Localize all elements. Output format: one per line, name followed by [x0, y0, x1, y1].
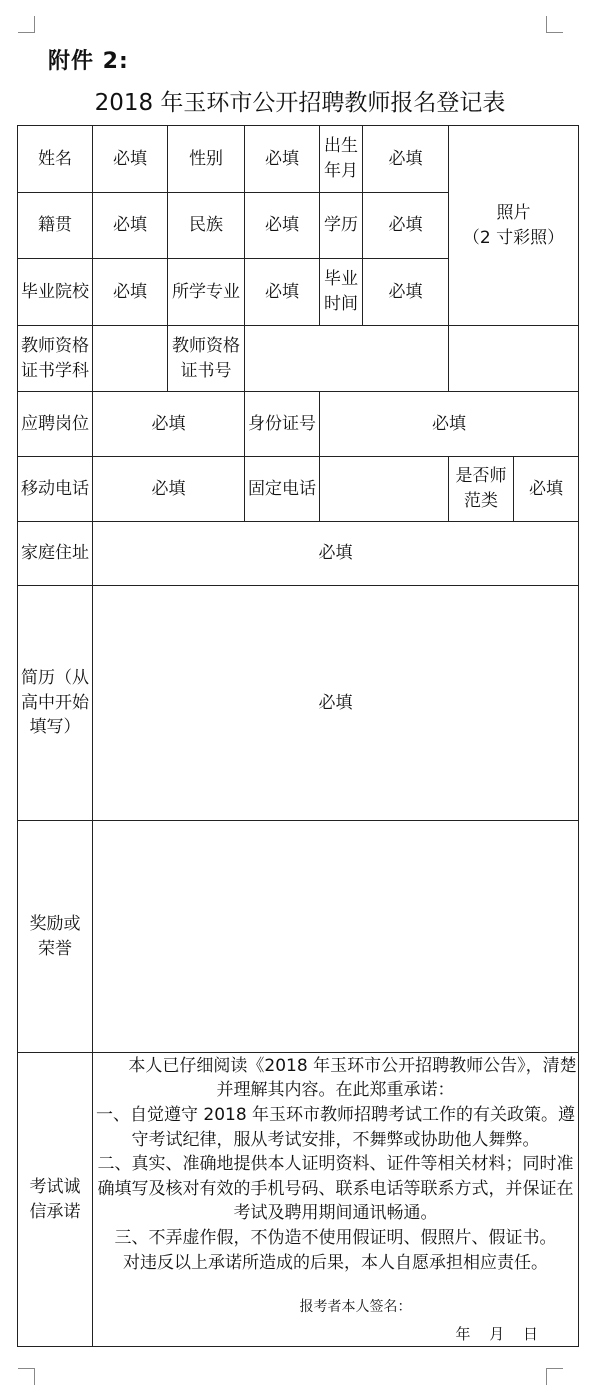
crop-mark-bottom-left [18, 1368, 35, 1385]
birth-label: 出生 年月 [320, 126, 363, 193]
awards-field[interactable] [93, 821, 579, 1053]
date-line[interactable]: 年 月 日 [455, 1324, 539, 1343]
pledge-item-2: 二、真实、准确地提供本人证明资料、证件等相关材料；同时准确填写及核对有效的手机号码、联系电话等联系方式，并保证在考试及聘用期间通讯畅通。 [97, 1154, 574, 1224]
resume-label: 简历（从 高中开始 填写） [18, 586, 93, 821]
pledge-item-1: 一、自觉遵守 2018 年玉环市教师招聘考试工作的有关政策。遵守考试纪律，服从考试安排，不舞弊或协助他人舞弊。 [95, 1104, 576, 1150]
landline-field[interactable] [320, 457, 449, 522]
id-field[interactable]: 必填 [320, 392, 579, 457]
attachment-label: 附件 2: [48, 49, 129, 74]
pledge-text [93, 1053, 579, 1347]
cert-no-label: 教师资格 证书号 [168, 326, 245, 392]
crop-mark-top-right [546, 16, 563, 33]
native-label: 籍贯 [18, 193, 93, 259]
ethnicity-field[interactable]: 必填 [245, 193, 320, 259]
id-label: 身份证号 [245, 392, 320, 457]
position-label: 应聘岗位 [18, 392, 93, 457]
address-field[interactable]: 必填 [93, 522, 579, 586]
birth-field[interactable]: 必填 [363, 126, 449, 193]
major-field[interactable]: 必填 [245, 259, 320, 326]
registration-form-table [17, 125, 579, 1347]
crop-mark-top-left [18, 16, 35, 33]
cert-subject-label: 教师资格 证书学科 [18, 326, 93, 392]
pledge-intro: 本人已仔细阅读《2018 年玉环市公开招聘教师公告》，清楚并理解其内容。在此郑重承诺： [128, 1055, 577, 1101]
landline-label: 固定电话 [245, 457, 320, 522]
resume-field[interactable]: 必填 [93, 586, 579, 821]
education-label: 学历 [320, 193, 363, 259]
page-title: 2018 年玉环市公开招聘教师报名登记表 [94, 90, 506, 116]
gender-label: 性别 [168, 126, 245, 193]
cert-no-field[interactable] [245, 326, 449, 392]
address-label: 家庭住址 [18, 522, 93, 586]
name-label: 姓名 [18, 126, 93, 193]
school-field[interactable]: 必填 [93, 259, 168, 326]
ethnicity-label: 民族 [168, 193, 245, 259]
major-label: 所学专业 [168, 259, 245, 326]
school-label: 毕业院校 [18, 259, 93, 326]
grad-time-field[interactable]: 必填 [363, 259, 449, 326]
education-field[interactable]: 必填 [363, 193, 449, 259]
position-field[interactable]: 必填 [93, 392, 245, 457]
cert-extra-cell [449, 326, 579, 392]
photo-box[interactable]: 照片 （2 寸彩照） [449, 126, 579, 326]
crop-mark-bottom-right [546, 1368, 563, 1385]
cert-subject-field[interactable] [93, 326, 168, 392]
native-field[interactable]: 必填 [93, 193, 168, 259]
gender-field[interactable]: 必填 [245, 126, 320, 193]
mobile-field[interactable]: 必填 [93, 457, 245, 522]
pledge-label: 考试诚 信承诺 [18, 1053, 93, 1347]
grad-time-label: 毕业 时间 [320, 259, 363, 326]
pledge-item-3: 三、不弄虚作假，不伪造不使用假证明、假照片、假证书。 [114, 1228, 557, 1249]
signature-line[interactable]: 报考者本人签名： [299, 1299, 412, 1316]
pledge-item-4: 对违反以上承诺所造成的后果，本人自愿承担相应责任。 [123, 1252, 548, 1273]
normal-school-field[interactable]: 必填 [514, 457, 579, 522]
normal-school-label: 是否师 范类 [449, 457, 514, 522]
awards-label: 奖励或 荣誉 [18, 821, 93, 1053]
name-field[interactable]: 必填 [93, 126, 168, 193]
mobile-label: 移动电话 [18, 457, 93, 522]
